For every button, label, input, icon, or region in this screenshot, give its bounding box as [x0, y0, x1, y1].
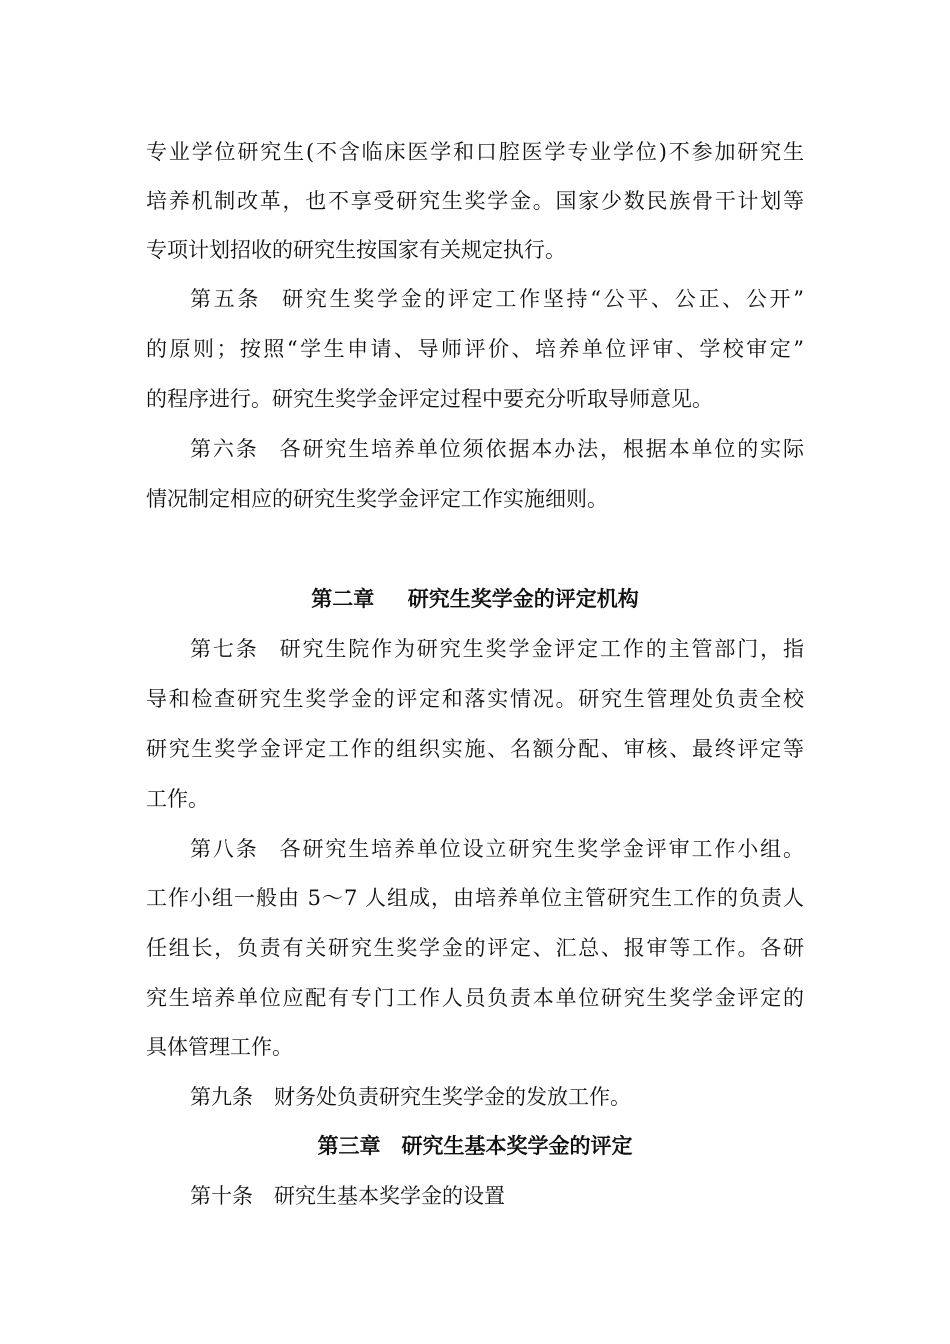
article-label: 第十条: [190, 1184, 253, 1208]
chapter-heading: [0, 1131, 950, 1161]
article-label: 第五条: [190, 287, 262, 311]
paragraph-line: 具体管理工作。: [146, 1035, 293, 1059]
article-text: 研究生院作为研究生奖学金评定工作的主管部门，指: [279, 637, 804, 661]
chapter-title: 研究生基本奖学金的评定: [401, 1133, 633, 1158]
article-label: 第六条: [190, 437, 259, 461]
chapter-number: 第二章: [311, 586, 375, 611]
article-7: [190, 634, 804, 664]
paragraph-line: 导和检查研究生奖学金的评定和落实情况。研究生管理处负责全校: [146, 687, 804, 711]
paragraph-line: 任组长，负责有关研究生奖学金的评定、汇总、报审等工作。各研: [146, 936, 804, 960]
article-text: 各研究生培养单位须依据本办法，根据本单位的实际: [279, 437, 804, 461]
article-label: 第七条: [190, 637, 259, 661]
article-9: [190, 1082, 631, 1112]
chapter-number: 第三章: [317, 1133, 381, 1158]
paragraph-line: 的原则；按照“学生申请、导师评价、培养单位评审、学校审定”: [146, 337, 804, 361]
paragraph-line: 培养机制改革，也不享受研究生奖学金。国家少数民族骨干计划等: [146, 189, 804, 213]
article-text: 研究生基本奖学金的设置: [274, 1184, 505, 1208]
article-text: 研究生奖学金的评定工作坚持“公平、公正、公开”: [282, 287, 804, 311]
article-label: 第八条: [190, 837, 259, 861]
article-label: 第九条: [190, 1085, 253, 1109]
chapter-title: 研究生奖学金的评定机构: [407, 586, 639, 611]
chapter-heading: [0, 584, 950, 614]
paragraph-line: 研究生奖学金评定工作的组织实施、名额分配、审核、最终评定等: [146, 737, 804, 761]
paragraph-line: 工作小组一般由 5～7 人组成，由培养单位主管研究生工作的负责人: [146, 886, 804, 910]
paragraph-line: 专业学位研究生(不含临床医学和口腔医学专业学位)不参加研究生: [146, 140, 804, 164]
article-5: [190, 284, 804, 314]
paragraph-line: 究生培养单位应配有专门工作人员负责本单位研究生奖学金评定的: [146, 986, 804, 1010]
article-text: 财务处负责研究生奖学金的发放工作。: [274, 1085, 631, 1109]
article-8: [190, 834, 804, 864]
paragraph-line: 专项计划招收的研究生按国家有关规定执行。: [146, 238, 566, 262]
article-6: [190, 434, 804, 464]
article-text: 各研究生培养单位设立研究生奖学金评审工作小组。: [279, 837, 804, 861]
paragraph-line: 工作。: [146, 787, 209, 811]
paragraph-line: 情况制定相应的研究生奖学金评定工作实施细则。: [146, 487, 608, 511]
article-10: [190, 1181, 505, 1211]
paragraph-line: 的程序进行。研究生奖学金评定过程中要充分听取导师意见。: [146, 387, 713, 411]
